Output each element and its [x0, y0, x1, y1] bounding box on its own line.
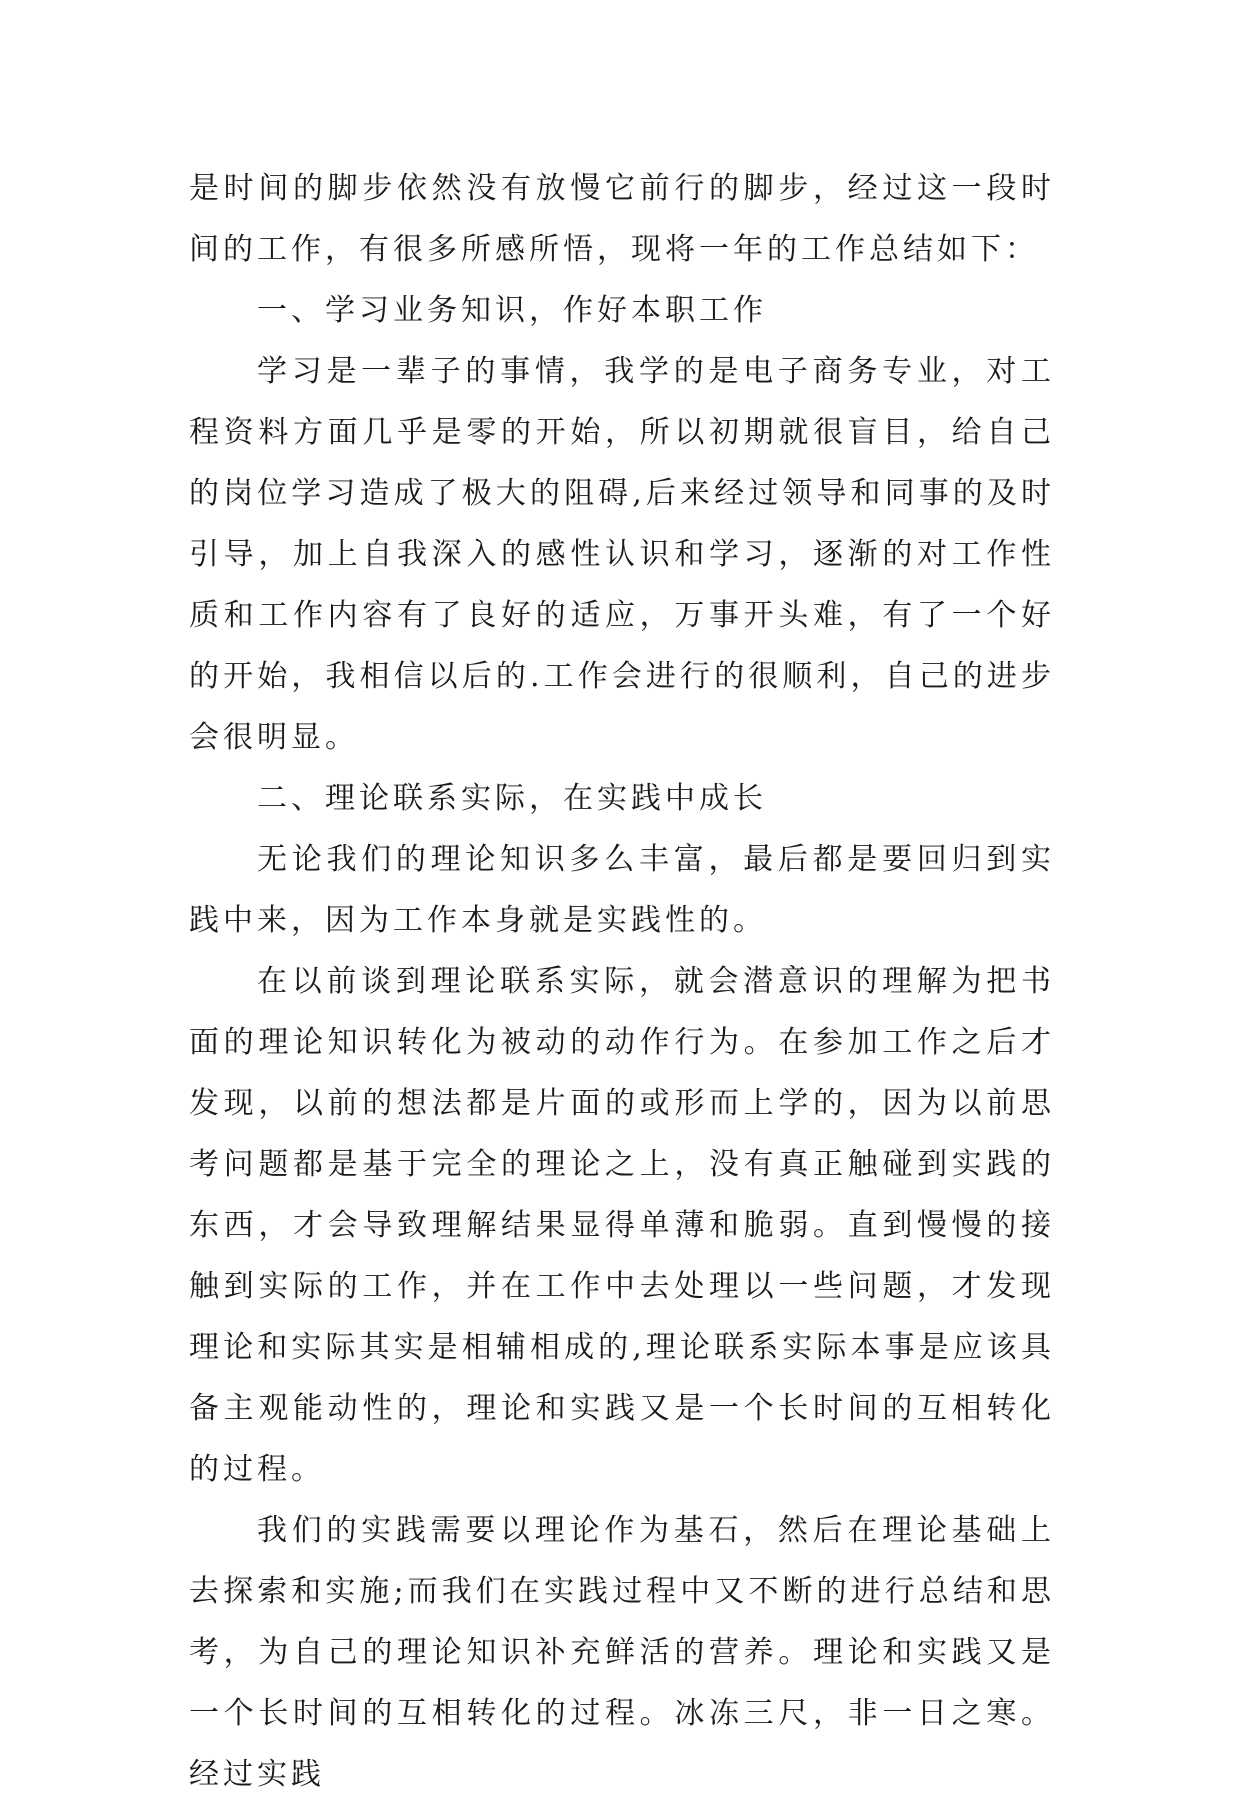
paragraph-practice: 无论我们的理论知识多么丰富，最后都是要回归到实践中来，因为工作本身就是实践性的。 [189, 842, 1055, 938]
paragraph-theory: 在以前谈到理论联系实际，就会潜意识的理解为把书面的理论知识转化为被动的动作行为。在参加工作之后才发现，以前的想法都是片面的或形而上学的，因为以前思考问题都是基于完全的理论之上，没有真正触碰到实践的东西，才会导致理解结果显得单薄和脆弱。直到慢慢的接触到实际的工作，并在工作中去处理以一些问题，才发现理论和实际其实是相辅相成的,理论联系实际本事是应该具备主观能动性的，理论和实践又是一个长时间的互相转化的过程。 [189, 964, 1055, 1487]
document-body [189, 158, 1055, 1805]
section-heading-1: 一、学习业务知识，作好本职工作 [257, 293, 767, 328]
paragraph-study: 学习是一辈子的事情，我学的是电子商务专业，对工程资料方面几乎是零的开始，所以初期就很盲目，给自己的岗位学习造成了极大的阻碍,后来经过领导和同事的及时引导，加上自我深入的感性认识和学习，逐渐的对工作性质和工作内容有了良好的适应，万事开头难，有了一个好的开始，我相信以后的.工作会进行的很顺利，自己的进步会很明显。 [189, 354, 1055, 755]
section-heading-2: 二、理论联系实际，在实践中成长 [257, 781, 767, 816]
paragraph-continuation: 是时间的脚步依然没有放慢它前行的脚步，经过这一段时间的工作，有很多所感所悟，现将一年的工作总结如下： [189, 171, 1055, 267]
paragraph-foundation: 我们的实践需要以理论作为基石，然后在理论基础上去探索和实施;而我们在实践过程中又不断的进行总结和思考，为自己的理论知识补充鲜活的营养。理论和实践又是一个长时间的互相转化的过程。冰冻三尺，非一日之寒。经过实践 [189, 1513, 1055, 1792]
